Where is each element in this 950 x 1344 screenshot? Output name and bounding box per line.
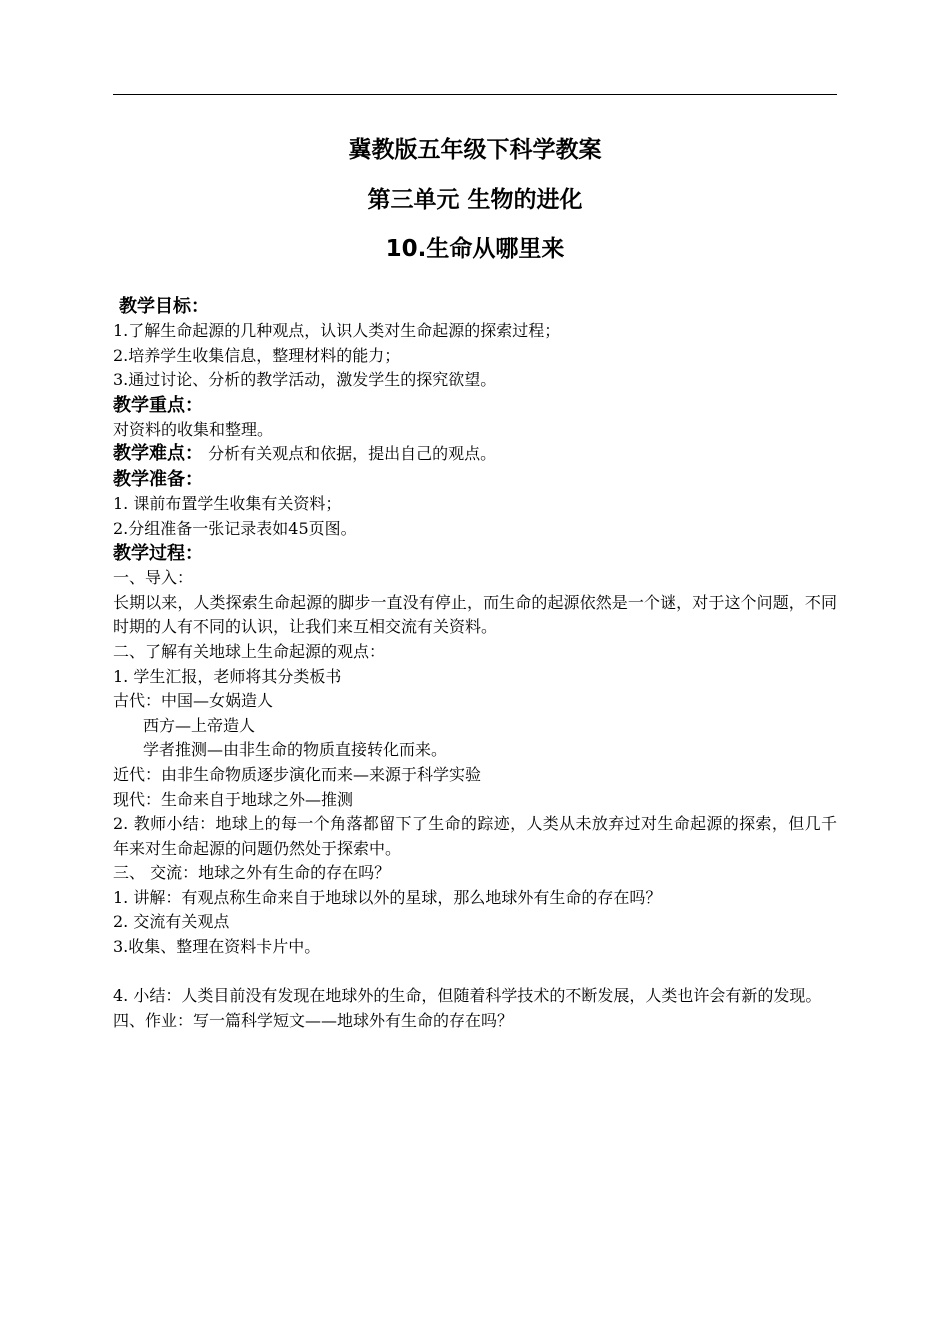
- blank-line: [113, 960, 837, 985]
- header-rule: [113, 94, 837, 95]
- key-points-text: 对资料的收集和整理。: [113, 419, 274, 439]
- process-line: 1. 讲解：有观点称生命来自于地球以外的星球，那么地球外有生命的存在吗？: [113, 887, 662, 907]
- process-line: 1. 学生汇报，老师将其分类板书: [113, 666, 342, 686]
- process-line: 现代：生命来自于地球之外—推测: [113, 789, 354, 809]
- process-line: 西方—上帝造人: [143, 715, 256, 735]
- process-line: 一、导入：: [113, 568, 194, 588]
- objective-item: 1.了解生命起源的几种观点，认识人类对生命起源的探索过程；: [113, 321, 561, 340]
- objective-item: 2.培养学生收集信息，整理材料的能力；: [113, 345, 401, 365]
- lesson-title: 10.生命从哪里来: [385, 236, 565, 262]
- process-line: 2. 交流有关观点: [113, 912, 230, 932]
- process-line: 学者推测—由非生命的物质直接转化而来。: [143, 740, 448, 760]
- process-line: 四、作业：写一篇科学短文——地球外有生命的存在吗？: [113, 1010, 514, 1030]
- process-line: 长期以来，人类探索生命起源的脚步一直没有停止，而生命的起源依然是一个谜，对于这个问题，不同时期的人有不同的认识，让我们来互相交流有关资料。: [113, 592, 837, 637]
- process-line: 三、 交流：地球之外有生命的存在吗？: [113, 863, 391, 883]
- lesson-plan-body: [113, 294, 837, 1033]
- preparation-heading: 教学准备：: [113, 468, 203, 490]
- objectives-heading: 教学目标：: [119, 296, 209, 317]
- process-line: 古代：中国—女娲造人: [113, 691, 274, 711]
- process-line: 2. 教师小结：地球上的每一个角落都留下了生命的踪迹，人类从未放弃过对生命起源的探索，但几千年来对生命起源的问题仍然处于探索中。: [113, 814, 837, 858]
- document-title: 冀教版五年级下科学教案: [348, 137, 602, 163]
- difficulties-line: [113, 442, 837, 467]
- preparation-item: 1. 课前布置学生收集有关资料；: [113, 493, 342, 513]
- difficulties-text: 分析有关观点和依据，提出自己的观点。: [208, 444, 497, 464]
- objective-item: 3.通过讨论、分析的教学活动，激发学生的探究欲望。: [113, 370, 497, 390]
- preparation-item: 2.分组准备一张记录表如45页图。: [113, 518, 357, 538]
- process-line: 3.收集、整理在资料卡片中。: [113, 937, 321, 957]
- process-heading: 教学过程：: [113, 543, 203, 565]
- process-line: 近代：由非生命物质逐步演化而来—来源于科学实验: [113, 764, 482, 784]
- process-line: 4. 小结：人类目前没有发现在地球外的生命，但随着科学技术的不断发展，人类也许会有新的发现。: [113, 986, 822, 1006]
- process-line: 二、了解有关地球上生命起源的观点：: [113, 641, 386, 661]
- unit-title: 第三单元 生物的进化: [367, 187, 583, 213]
- difficulties-heading: 教学难点：: [113, 443, 203, 465]
- key-points-heading: 教学重点：: [113, 394, 203, 416]
